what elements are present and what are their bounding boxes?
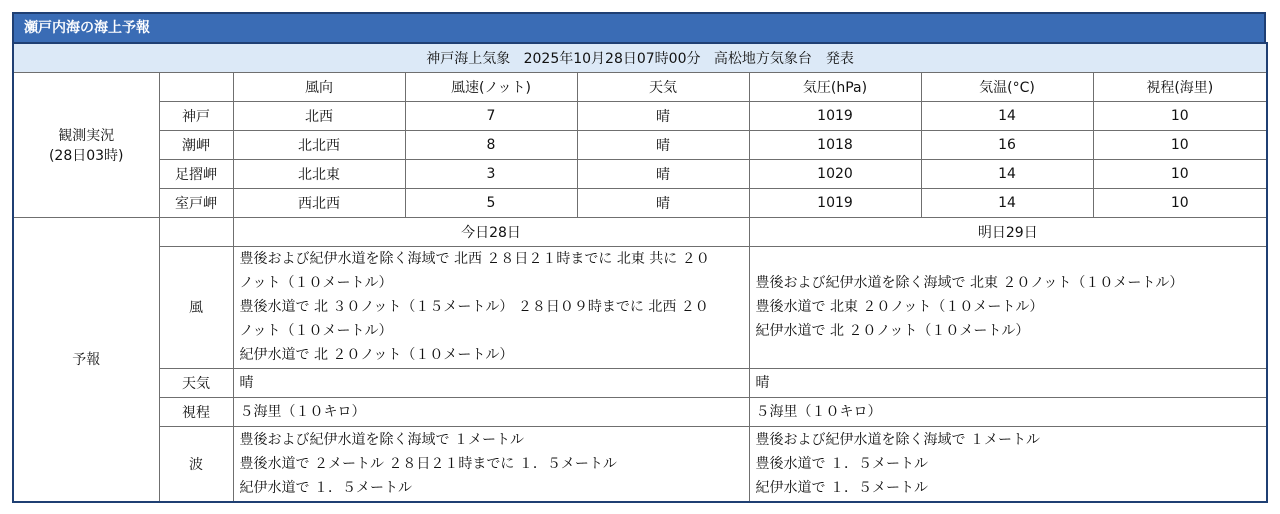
header-wind-speed: 風速(ノット) <box>405 72 577 101</box>
place-name: 神戸 <box>159 101 233 130</box>
visibility: 10 <box>1093 188 1267 217</box>
visibility-day2: ５海里（１０キロ） <box>749 397 1267 426</box>
pressure: 1018 <box>749 130 921 159</box>
wave-day2-line: 豊後水道で １．５メートル <box>755 455 928 472</box>
pressure: 1019 <box>749 101 921 130</box>
weather-day1: 晴 <box>233 368 749 397</box>
header-pressure: 気圧(hPa) <box>749 72 921 101</box>
temperature: 14 <box>921 159 1093 188</box>
header-place <box>159 72 233 101</box>
wind-direction: 西北西 <box>233 188 405 217</box>
wind-day1-line: 豊後水道で 北 ３０ノット（１５メートル） ２８日０９時までに 北西 ２０ <box>239 299 709 315</box>
forecast-day2-header: 明日29日 <box>749 217 1267 246</box>
visibility-day1: ５海里（１０キロ） <box>233 397 749 426</box>
issue-issuer: 高松地方気象台 発表 <box>713 50 854 67</box>
forecast-wind-row <box>13 246 1267 368</box>
wind-day2-line: 紀伊水道で 北 ２０ノット（１０メートル） <box>755 323 1030 339</box>
observation-time-text: (28日03時) <box>48 147 124 164</box>
wind-day1 <box>233 246 749 368</box>
wind-speed: 7 <box>405 101 577 130</box>
forecast-table <box>12 42 1268 503</box>
place-name: 室戸岬 <box>159 188 233 217</box>
wind-day2-line: 豊後水道で 北東 ２０ノット（１０メートル） <box>755 299 1044 315</box>
header-temperature: 気温(°C) <box>921 72 1093 101</box>
issue-datetime: 2025年10月28日07時00分 <box>523 50 701 67</box>
pressure: 1020 <box>749 159 921 188</box>
wind-day1-line: ノット（１０メートル） <box>239 275 393 291</box>
visibility: 10 <box>1093 101 1267 130</box>
forecast-section-label: 予報 <box>13 217 159 502</box>
issue-info <box>13 43 1267 72</box>
wind-day1-line: ノット（１０メートル） <box>239 323 393 339</box>
wind-direction: 北西 <box>233 101 405 130</box>
table-row <box>13 188 1267 217</box>
weather: 晴 <box>577 101 749 130</box>
header-visibility: 視程(海里) <box>1093 72 1267 101</box>
header-wind-direction: 風向 <box>233 72 405 101</box>
wind-speed: 8 <box>405 130 577 159</box>
temperature: 14 <box>921 188 1093 217</box>
forecast-wave-row <box>13 426 1267 502</box>
forecast-header-row <box>13 217 1267 246</box>
forecast-visibility-row <box>13 397 1267 426</box>
wave-day2 <box>749 426 1267 502</box>
wind-direction: 北北東 <box>233 159 405 188</box>
wind-day2-line: 豊後および紀伊水道を除く海域で 北東 ２０ノット（１０メートル） <box>755 275 1184 291</box>
weather: 晴 <box>577 159 749 188</box>
wind-label: 風 <box>159 246 233 368</box>
observation-header-row <box>13 72 1267 101</box>
visibility-label: 視程 <box>159 397 233 426</box>
visibility: 10 <box>1093 130 1267 159</box>
wind-day1-line: 豊後および紀伊水道を除く海域で 北西 ２８日２１時までに 北東 共に ２０ <box>239 251 710 267</box>
weather: 晴 <box>577 130 749 159</box>
wind-speed: 5 <box>405 188 577 217</box>
place-name: 潮岬 <box>159 130 233 159</box>
weather: 晴 <box>577 188 749 217</box>
table-row <box>13 101 1267 130</box>
wave-day1-line: 豊後および紀伊水道を除く海域で １メートル <box>239 431 524 448</box>
issue-row <box>13 43 1267 72</box>
forecast-weather-row <box>13 368 1267 397</box>
weather-day2: 晴 <box>749 368 1267 397</box>
wave-label: 波 <box>159 426 233 502</box>
temperature: 14 <box>921 101 1093 130</box>
header-weather: 天気 <box>577 72 749 101</box>
marine-forecast-panel <box>12 12 1266 503</box>
place-name: 足摺岬 <box>159 159 233 188</box>
wind-day1-line: 紀伊水道で 北 ２０ノット（１０メートル） <box>239 347 514 363</box>
wind-speed: 3 <box>405 159 577 188</box>
wind-day2 <box>749 246 1267 368</box>
wave-day1-line: 紀伊水道で １．５メートル <box>239 479 412 496</box>
pressure: 1019 <box>749 188 921 217</box>
wave-day1 <box>233 426 749 502</box>
observation-section-label <box>13 72 159 217</box>
forecast-day1-header: 今日28日 <box>233 217 749 246</box>
wave-day1-line: 豊後水道で ２メートル ２８日２１時までに １．５メートル <box>239 455 617 472</box>
table-row <box>13 159 1267 188</box>
wave-day2-line: 豊後および紀伊水道を除く海域で １メートル <box>755 431 1040 448</box>
observation-label-text: 観測実況 <box>58 127 115 144</box>
table-row <box>13 130 1267 159</box>
page-title: 瀬戸内海の海上予報 <box>12 12 1266 42</box>
weather-label: 天気 <box>159 368 233 397</box>
issue-office: 神戸海上気象 <box>426 50 511 67</box>
wind-direction: 北北西 <box>233 130 405 159</box>
wave-day2-line: 紀伊水道で １．５メートル <box>755 479 928 496</box>
visibility: 10 <box>1093 159 1267 188</box>
temperature: 16 <box>921 130 1093 159</box>
forecast-header-blank <box>159 217 233 246</box>
